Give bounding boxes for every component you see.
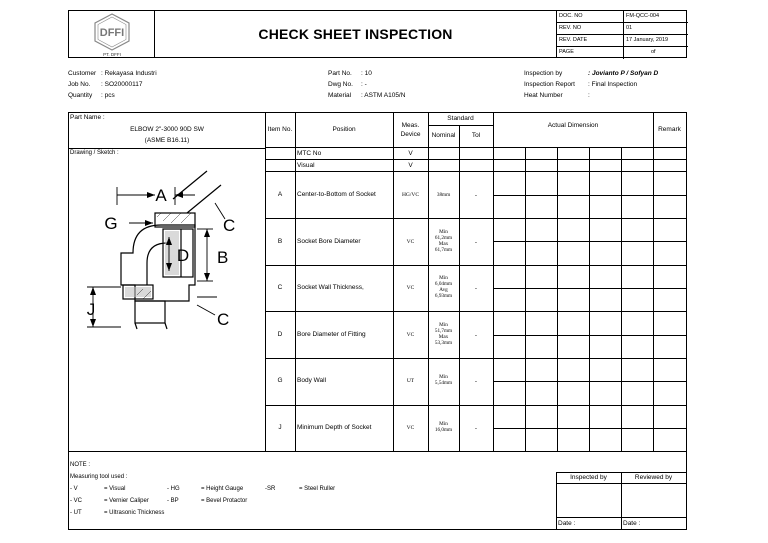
rev-no-value: 01 [623, 23, 688, 35]
row-d-nominal [428, 322, 459, 346]
col-position: Position [332, 126, 356, 133]
document-header [68, 10, 687, 58]
row-c-nominal-1: 6,04mm [434, 281, 453, 287]
rev-date-row [557, 35, 688, 47]
row-j-tol: - [474, 425, 478, 432]
row-d-nominal-1: 51,7mm [434, 328, 453, 334]
inspection-report-value: : Final Inspection [588, 81, 638, 88]
customer-value: : Rekayasa Industri [101, 70, 157, 77]
row-d-position: Bore Diameter of Fitting [297, 331, 366, 338]
heat-number-label: Heat Number [524, 92, 563, 99]
inspection-by-value: : Jovianto P / Sofyan D [588, 70, 659, 77]
row-d-nominal-2: Max [438, 334, 449, 340]
part-no-label: Part No. [328, 70, 352, 77]
measuring-tool-label: Measuring tool used : [70, 474, 128, 480]
job-no-label: Job No. [68, 81, 91, 88]
row-c-nominal-2: Avg [439, 287, 448, 293]
drawing-sketch-label: Drawing / Sketch : [70, 150, 119, 156]
rev-no-label: REV. NO [559, 25, 582, 31]
inspected-date-label: Date : [558, 520, 576, 527]
row-b-item: B [277, 238, 283, 245]
row-c-item: C [277, 284, 283, 291]
inspection-table [68, 112, 687, 530]
quantity-label: Quantity [68, 92, 93, 99]
tool-sr-desc: = Steel Ruller [299, 486, 336, 492]
col-tol: Tol [471, 132, 481, 139]
row-j-nominal-0: Min [439, 421, 448, 427]
col-meas-device-1: Meas. [401, 122, 420, 129]
col-remark: Remark [658, 126, 681, 133]
row-g-nominal-1: 5,54mm [434, 380, 453, 386]
part-name-line1: ELBOW 2"-3000 90D SW [130, 126, 204, 133]
customer-label: Customer [68, 70, 97, 77]
row-b-nominal-3: 61,7mm [434, 247, 453, 253]
row-c-nominal [428, 275, 459, 299]
rev-date-label: REV. DATE [559, 37, 588, 43]
tool-vc-desc: = Vernier Caliper [104, 498, 149, 504]
row-j-device: VC [406, 425, 415, 431]
row-a-nominal [428, 192, 459, 198]
row-a-tol: - [474, 192, 478, 199]
tool-v-code: - V [70, 486, 78, 492]
row-b-nominal [428, 229, 459, 253]
doc-no-row [557, 11, 688, 23]
tool-ut-desc: = Ultrasonic Thickness [104, 510, 165, 516]
rev-no-row [557, 23, 688, 35]
row-d-nominal-3: 53,3mm [434, 340, 453, 346]
tool-bp-code: - BP [167, 498, 179, 504]
row-b-position: Socket Bore Diameter [297, 238, 361, 245]
visual-position: Visual [297, 162, 315, 169]
row-g-nominal [428, 374, 459, 386]
dim-label-g: G [104, 214, 118, 233]
row-g-tol: - [474, 378, 478, 385]
inspection-by-label: Inspection by [524, 70, 563, 77]
dffi-logo-icon [69, 11, 155, 59]
row-b-nominal-2: Max [438, 241, 449, 247]
row-b-tol: - [474, 239, 478, 246]
reviewed-date-label: Date : [623, 520, 641, 527]
tool-hg-code: - HG [167, 486, 180, 492]
mtc-no-device: V [408, 150, 413, 157]
tool-v-desc: = Visual [104, 486, 126, 492]
tool-hg-desc: = Height Gauge [201, 486, 244, 492]
row-c-nominal-3: 6,93mm [434, 293, 453, 299]
doc-no-value: FM-QCC-004 [623, 11, 688, 23]
row-g-device: UT [406, 378, 415, 384]
dwg-no-label: Dwg No. [328, 81, 353, 88]
row-d-nominal-0: Min [439, 322, 448, 328]
row-a-position: Center-to-Bottom of Socket [297, 191, 376, 198]
dim-label-a: A [155, 186, 167, 205]
visual-device: V [408, 162, 413, 169]
row-b-nominal-1: 61,2mm [434, 235, 453, 241]
page-title: CHECK SHEET INSPECTION [258, 26, 453, 42]
doc-no-label: DOC. NO [559, 13, 583, 19]
row-b-device: VC [406, 239, 415, 245]
page-row [557, 47, 688, 59]
dim-label-c-lower: C [217, 310, 230, 329]
elbow-sketch-icon [77, 165, 257, 345]
row-d-device: VC [406, 332, 415, 338]
row-c-tol: - [474, 285, 478, 292]
dim-label-d: D [176, 246, 190, 265]
row-j-nominal [428, 421, 459, 433]
tool-sr-code: -SR [265, 486, 276, 492]
col-nominal: Nominal [431, 132, 456, 139]
row-c-device: VC [406, 285, 415, 291]
col-item-no: Item No. [267, 126, 293, 133]
col-meas-device-2: Device [400, 131, 421, 138]
row-a-item: A [277, 191, 283, 198]
page-of-label: of [651, 49, 656, 55]
part-name-label: Part Name : [70, 114, 105, 121]
col-standard: Standard [447, 115, 474, 122]
row-b-nominal-0: Min [439, 229, 448, 235]
row-j-nominal-1: 16,0mm [434, 427, 453, 433]
row-c-nominal-0: Min [439, 275, 448, 281]
inspection-report-label: Inspection Report [524, 81, 575, 88]
row-g-item: G [277, 377, 283, 384]
row-j-position: Minimum Depth of Socket [297, 424, 372, 431]
dim-label-b: B [217, 248, 229, 267]
quantity-value: : pcs [101, 92, 115, 99]
dwg-no-value: : - [361, 81, 367, 88]
part-name-line2: (ASME B16.11) [144, 137, 190, 144]
tool-bp-desc: = Bevel Protactor [201, 498, 248, 504]
inspected-by-label: Inspected by [570, 474, 607, 481]
dim-label-j: J [86, 300, 96, 319]
row-c-position: Socket Wall Thickness, [297, 284, 364, 291]
col-actual-dimension: Actual Dimension [547, 122, 599, 129]
logo-text: DFFI [99, 27, 125, 39]
job-no-value: : SO20000117 [101, 81, 143, 88]
part-no-value: : 10 [361, 70, 372, 77]
row-a-nominal-value: 38mm [436, 192, 451, 198]
logo-subtitle: PT. DFFI [103, 52, 121, 57]
rev-date-value: 17 January, 2019 [623, 35, 688, 47]
reviewed-by-label: Reviewed by [634, 474, 673, 481]
heat-number-value: : [588, 92, 590, 99]
tool-ut-code: - UT [70, 510, 82, 516]
row-j-item: J [278, 424, 282, 431]
company-logo [69, 11, 155, 57]
page-label: PAGE [559, 49, 574, 55]
row-a-device: HG/VC [401, 192, 420, 198]
dim-label-c-upper: C [223, 216, 236, 235]
row-d-item: D [277, 331, 283, 338]
document-info-block [556, 11, 687, 57]
row-g-position: Body Wall [297, 377, 327, 384]
row-g-nominal-0: Min [439, 374, 448, 380]
material-label: Material [328, 92, 352, 99]
note-label: NOTE : [70, 462, 91, 468]
tool-vc-code: - VC [70, 498, 82, 504]
mtc-no-position: MTC No [297, 150, 322, 157]
row-d-tol: - [474, 332, 478, 339]
material-value: : ASTM A105/N [361, 92, 406, 99]
